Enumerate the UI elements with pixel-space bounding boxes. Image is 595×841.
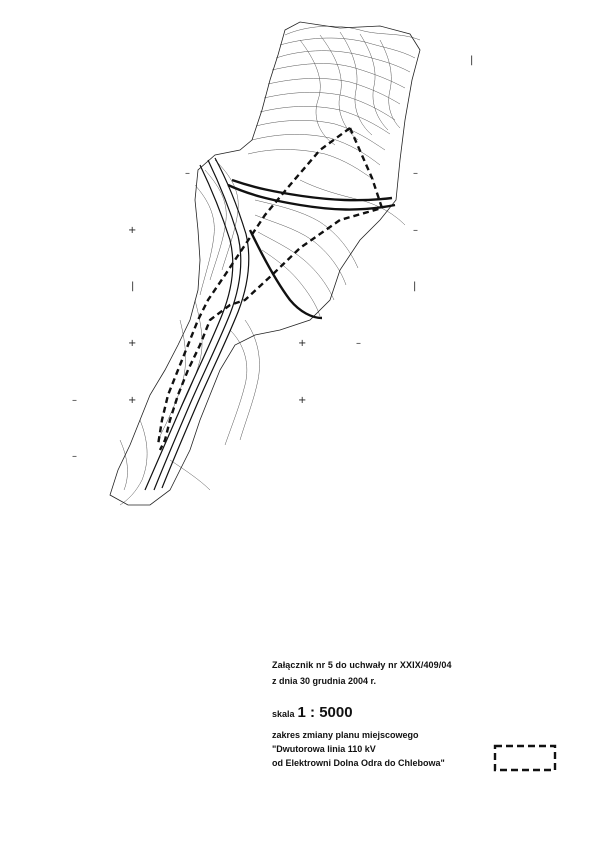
grid-mark: + [128, 395, 137, 406]
grid-mark: | [470, 55, 474, 66]
date-line: z dnia 30 grudnia 2004 r. [272, 676, 377, 686]
grid-mark: + [128, 338, 137, 349]
grid-mark: + [298, 395, 307, 406]
grid-mark: – [72, 395, 77, 406]
map-outline [110, 22, 420, 505]
contour-lines [120, 26, 420, 505]
grid-mark: – [185, 168, 190, 179]
description-line-2: "Dwutorowa linia 110 kV [272, 744, 376, 754]
attachment-line: Załącznik nr 5 do uchwały nr XXIX/409/04 [272, 660, 452, 670]
legend-dashed-rectangle [493, 744, 557, 772]
grid-mark: | [131, 281, 135, 292]
scale [272, 704, 353, 722]
grid-mark: – [413, 168, 418, 179]
grid-mark: – [72, 451, 77, 462]
grid-mark: + [298, 338, 307, 349]
description-line-3: od Elektrowni Dolna Odra do Chlebowa" [272, 758, 445, 768]
grid-mark: | [413, 281, 417, 292]
grid-mark: – [413, 225, 418, 236]
power-line-route [228, 180, 395, 318]
description-line-1: zakres zmiany planu miejscowego [272, 730, 419, 740]
grid-mark: + [128, 225, 137, 236]
scale-label: skala [272, 709, 295, 719]
scale-value: 1 : 5000 [297, 704, 353, 721]
grid-mark: – [356, 338, 361, 349]
